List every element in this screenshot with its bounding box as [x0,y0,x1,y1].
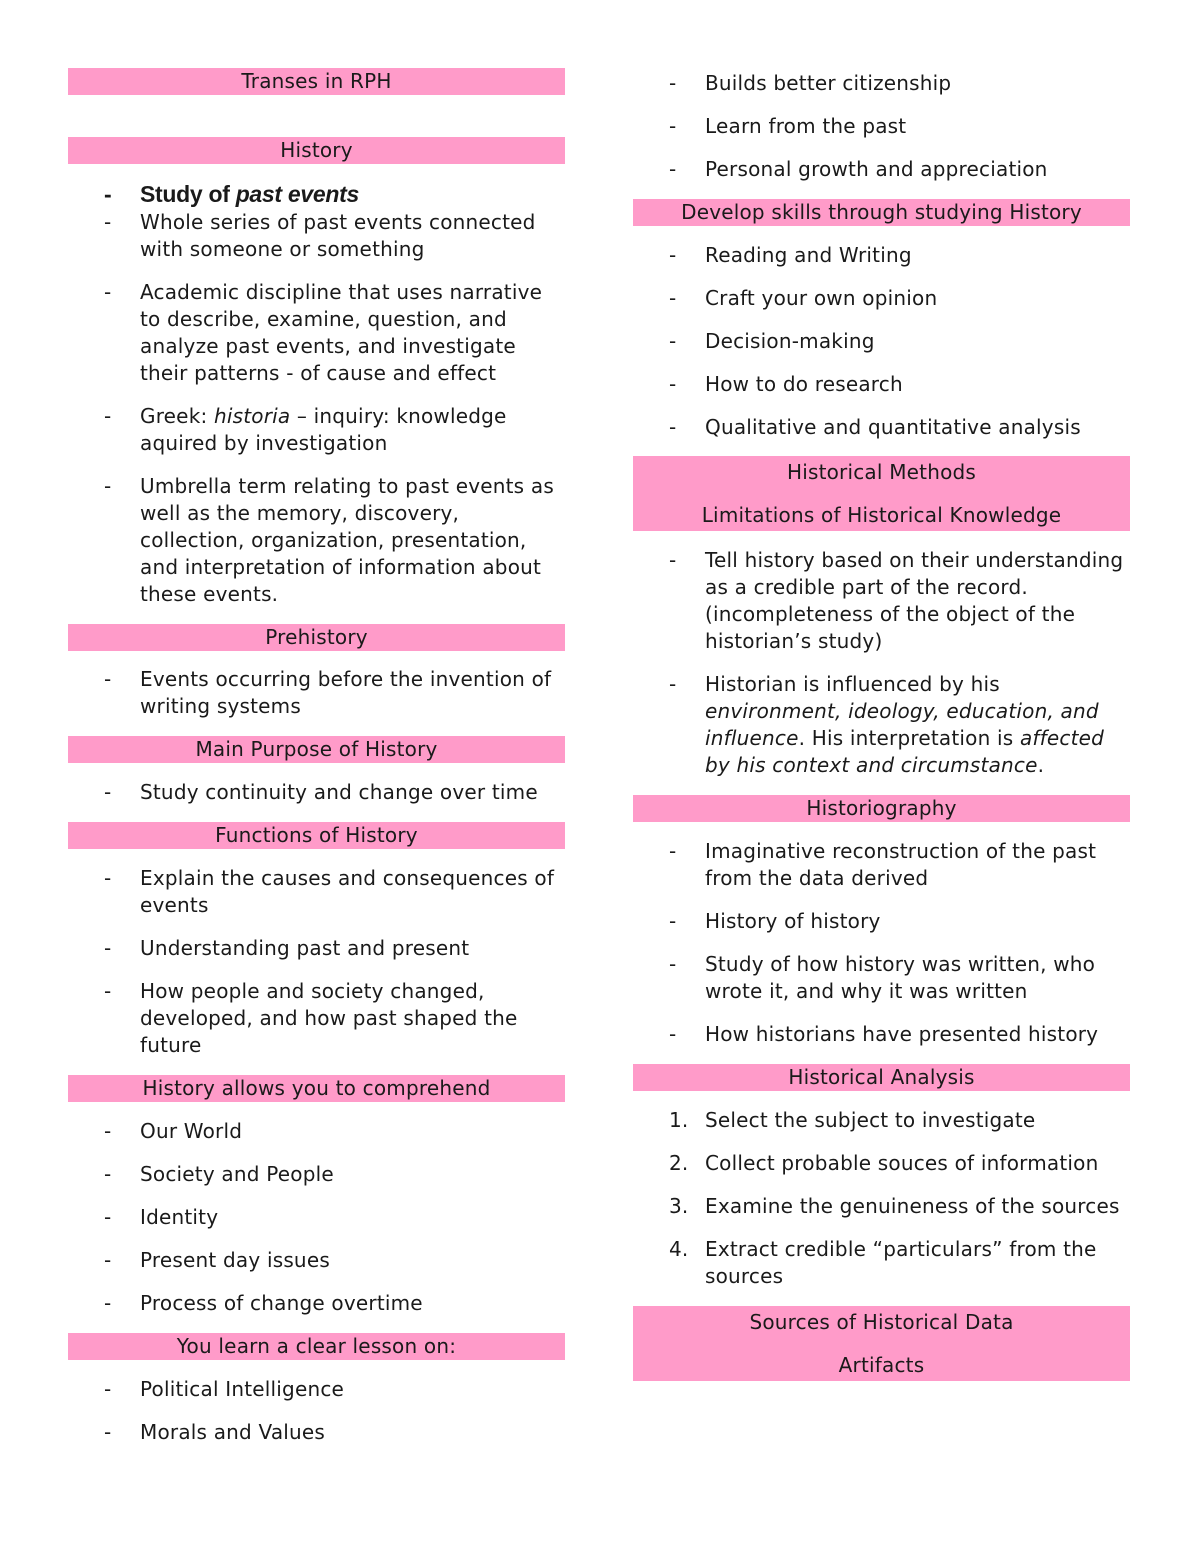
text-run: . His interpretation is [798,726,1020,750]
section-header-prehistory: Prehistory [68,624,565,651]
list-item [68,978,565,1059]
right-column [633,70,1130,1381]
list-item-text: Reading and Writing [705,243,912,267]
lead-italic: past events [235,181,359,207]
bullet-dash: - [104,979,112,1003]
left-column [68,68,565,1446]
list-item-text: Decision-making [705,329,875,353]
bullet-dash: - [104,404,112,428]
skills-list [633,242,1130,441]
section-header-historical-analysis: Historical Analysis [633,1064,1130,1091]
bullet-dash: - [104,1205,112,1229]
document-title: Transes in RPH [68,68,565,95]
list-item [68,1204,565,1231]
lead-text: Study of [140,181,236,207]
comprehend-list [68,1118,565,1317]
list-item [68,666,565,720]
section-header-history: History [68,137,565,164]
greek-suffix: – inquiry: knowledge aquired by investigation [140,404,507,455]
list-item-text: Whole series of past events connected with someone or something [140,210,536,261]
list-item-text: Study of how history was written, who wrote it, and why it was written [705,952,1096,1003]
list-item [68,1376,565,1403]
bullet-dash: - [669,243,677,267]
functions-list [68,865,565,1059]
list-item [633,1236,1130,1290]
list-item [633,1021,1130,1048]
limitations-list [633,547,1130,779]
bullet-dash: - [669,114,677,138]
list-item-text: How historians have presented history [705,1022,1099,1046]
list-item-text: Explain the causes and consequences of events [140,866,555,917]
step-number: 2. [669,1151,689,1175]
sources-title: Sources of Historical Data [749,1310,1014,1334]
list-item-text: Events occurring before the invention of writing systems [140,667,552,718]
list-item-text: How people and society changed, developed, and how past shaped the future [140,979,518,1057]
greek-prefix: Greek: [140,404,214,428]
section-header-historical-methods [633,456,1130,531]
list-item [633,1193,1130,1220]
list-item-text: Morals and Values [140,1420,326,1444]
list-item [633,908,1130,935]
list-item-text: Examine the genuineness of the sources [705,1194,1120,1218]
bullet-dash: - [669,1022,677,1046]
bullet-dash: - [104,1162,112,1186]
list-item [633,70,1130,97]
list-item [633,156,1130,183]
bullet-dash: - [104,866,112,890]
list-item-text: Personal growth and appreciation [705,157,1048,181]
step-number: 3. [669,1194,689,1218]
section-header-comprehend: History allows you to comprehend [68,1075,565,1102]
history-list [68,181,565,608]
limitations-title: Limitations of Historical Knowledge [701,503,1062,527]
italic-run: affected by his context and circumstance [705,726,1105,777]
list-item [633,1107,1130,1134]
bullet-dash: - [669,952,677,976]
artifacts-title: Artifacts [838,1353,925,1377]
text-run: . [1037,753,1045,777]
prehistory-list [68,666,565,720]
bullet-dash: - [104,936,112,960]
list-item [633,113,1130,140]
bullet-dash: - [104,280,112,304]
bullet-dash: - [104,780,112,804]
list-item [68,1161,565,1188]
list-item-text: Study continuity and change over time [140,780,538,804]
list-item [68,779,565,806]
list-item [633,242,1130,269]
list-item-text: Identity [140,1205,219,1229]
list-item [68,865,565,919]
list-item-text: How to do research [705,372,903,396]
list-item-text: Qualitative and quantitative analysis [705,415,1081,439]
list-item-text [705,672,1104,777]
list-item [68,209,565,263]
list-item [68,403,565,457]
list-item [68,1419,565,1446]
list-item-text: Society and People [140,1162,334,1186]
step-number: 4. [669,1237,689,1261]
methods-title: Historical Methods [786,460,977,484]
list-item-text: Select the subject to investigate [705,1108,1036,1132]
bullet-dash: - [669,839,677,863]
list-item [68,279,565,387]
list-item [633,328,1130,355]
list-item [633,371,1130,398]
bullet-dash: - [104,181,112,207]
bullet-dash: - [104,1420,112,1444]
section-header-skills: Develop skills through studying History [633,199,1130,226]
list-item [633,285,1130,312]
bullet-dash: - [669,329,677,353]
list-item [68,181,565,209]
italic-run: environment, ideology, education, and influence [705,699,1099,750]
bullet-dash: - [104,1248,112,1272]
section-header-lesson: You learn a clear lesson on: [68,1333,565,1360]
list-item-text: Extract credible “particulars” from the sources [705,1237,1097,1288]
bullet-dash: - [104,667,112,691]
list-item-text: Umbrella term relating to past events as well as the memory, discovery, collection, organization, presentation, and interpretation of information about these events. [140,474,554,606]
bullet-dash: - [669,71,677,95]
lesson-continued-list [633,70,1130,183]
list-item [633,547,1130,655]
list-item-text: Political Intelligence [140,1377,345,1401]
list-item [633,414,1130,441]
list-item [68,1247,565,1274]
text-run: Historian is influenced by his [705,672,1000,696]
lesson-list [68,1376,565,1446]
list-item-text: History of history [705,909,881,933]
bullet-dash: - [104,210,112,234]
list-item [633,951,1130,1005]
analysis-steps-list [633,1107,1130,1290]
bullet-dash: - [104,1119,112,1143]
history-lead [140,181,359,207]
list-item-text [140,404,507,455]
list-item [68,1290,565,1317]
section-header-sources [633,1306,1130,1381]
bullet-dash: - [669,286,677,310]
list-item-text: Imaginative reconstruction of the past from the data derived [705,839,1097,890]
list-item [68,935,565,962]
list-item [633,1150,1130,1177]
list-item-text: Present day issues [140,1248,330,1272]
list-item-text: Process of change overtime [140,1291,423,1315]
list-item-text: Academic discipline that uses narrative to describe, examine, question, and analyze past events, and investigate their patterns - of cause and effect [140,280,543,385]
bullet-dash: - [104,474,112,498]
list-item-text: Understanding past and present [140,936,470,960]
list-item-text: Collect probable souces of information [705,1151,1099,1175]
purpose-list [68,779,565,806]
greek-term: historia [213,404,291,428]
list-item-text: Craft your own opinion [705,286,938,310]
bullet-dash: - [669,909,677,933]
historiography-list [633,838,1130,1048]
bullet-dash: - [669,415,677,439]
list-item-text: Learn from the past [705,114,907,138]
bullet-dash: - [669,672,677,696]
section-header-main-purpose: Main Purpose of History [68,736,565,763]
bullet-dash: - [669,372,677,396]
list-item-text: Builds better citizenship [705,71,952,95]
bullet-dash: - [104,1377,112,1401]
step-number: 1. [669,1108,689,1132]
section-header-historiography: Historiography [633,795,1130,822]
bullet-dash: - [669,157,677,181]
bullet-dash: - [104,1291,112,1315]
list-item [633,838,1130,892]
list-item-text: Our World [140,1119,243,1143]
bullet-dash: - [669,548,677,572]
list-item [68,473,565,608]
list-item [68,1118,565,1145]
list-item [633,671,1130,779]
list-item-text: Tell history based on their understanding as a credible part of the record. (incompleteness of the object of the historian’s study) [705,548,1124,653]
section-header-functions: Functions of History [68,822,565,849]
